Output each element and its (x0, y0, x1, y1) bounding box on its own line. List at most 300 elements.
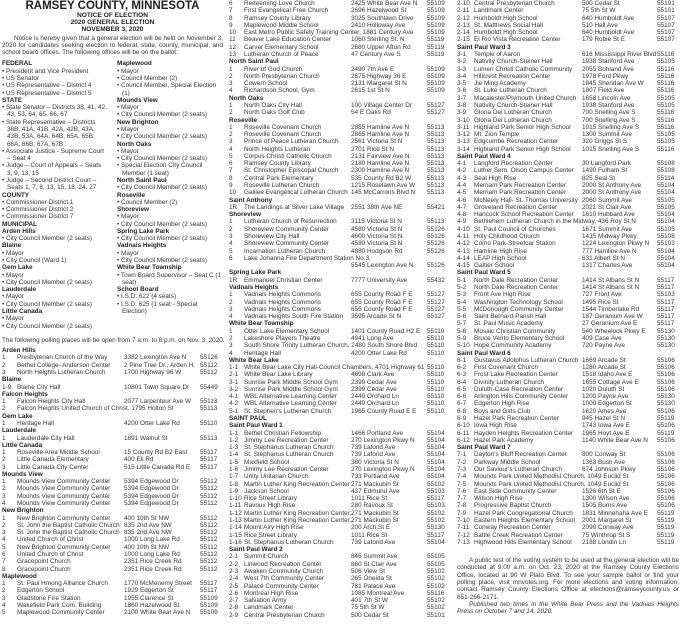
precinct-number: 2 (229, 334, 233, 342)
polling-place-name: River of God Church (244, 65, 303, 73)
precinct-number: 7-6 (457, 487, 467, 495)
polling-place-address: 506 View St (351, 567, 385, 575)
polling-place-row (457, 466, 679, 473)
polling-place-row (229, 7, 453, 14)
polling-place-name: WBL Alternative Learning Center (244, 400, 337, 408)
polling-place-name: St. Paul Council of Churches (474, 225, 556, 233)
polling-place-address: 75 5th St W (351, 604, 385, 612)
zip-code: 55112 (200, 514, 218, 522)
precinct-number: 1-1 (229, 429, 239, 437)
polling-place-address: 3595 Arcade St N (351, 313, 402, 321)
polling-place-row (2, 551, 223, 558)
polling-place-address: 75 5th St W (582, 7, 616, 15)
zip-code: 55113 (427, 218, 445, 226)
polling-place-row (229, 466, 453, 473)
polling-place-address: 409 Case Ave (582, 334, 622, 342)
office-item: • Mayor (2, 250, 108, 257)
polling-place-row (457, 197, 679, 204)
polling-place-name: Iowa High Rise (474, 422, 517, 430)
zip-code: 55106 (657, 502, 675, 510)
zip-code: 55130 (427, 524, 445, 532)
polling-place-name: East Metro Public Safety Training Center, 1881 Century Ave (244, 29, 414, 37)
polling-place-row (457, 408, 679, 415)
office-heading: Little Canada (2, 308, 43, 316)
precinct-number: 4-15 (457, 262, 470, 270)
polling-place-address: 2410 Holloway Ave (351, 21, 406, 29)
precinct-number: 2-3 (229, 567, 239, 575)
polling-place-address: 400 10th St NW (124, 514, 170, 522)
polling-place-name: St. John the Baptist Catholic Church (17, 521, 120, 529)
polling-place-address: 2131 Fairview Ave N (351, 152, 410, 160)
polling-place-address: 1526 6th St E (582, 487, 621, 495)
precinct-number: 1-16 (229, 538, 242, 546)
polling-place-name: Edgerton High Rise (474, 400, 530, 408)
precinct-number: 3 (2, 368, 6, 376)
zip-code: 55104 (427, 538, 445, 546)
polling-place-name: St. Stephen's Lutheran Church (244, 407, 332, 415)
section-heading: Little Canada (2, 441, 43, 449)
office-heading: North Saint Paul (117, 176, 167, 184)
polling-place-row (2, 420, 223, 427)
polling-place-row (229, 524, 453, 531)
polling-place-address: 720 Payne Ave (582, 342, 625, 350)
polling-place-address: 54 E Oaks Rd (351, 109, 391, 117)
polling-place-row (2, 558, 223, 565)
precinct-number: 3-5 (457, 80, 467, 88)
polling-place-address: 1978 Ford Pkwy (582, 72, 629, 80)
polling-place-name: St. Stephanus Lutheran Church (244, 451, 334, 459)
polling-place-name: Beaver Lake Education Center (244, 36, 332, 44)
zip-code: 55105 (427, 560, 445, 568)
polling-place-name: Landmark Center (474, 7, 524, 15)
office-item: • Town Board Supervisor – Seat C (1 seat) (117, 272, 223, 287)
zip-code: 55105 (657, 138, 675, 146)
zip-code: 55106 (657, 458, 675, 466)
polling-place-address: 1544 Timberlake Rd (582, 305, 640, 313)
precinct-number: 2-4 (229, 575, 239, 583)
polling-place-address: 1700 Highway 96 W (124, 368, 182, 376)
polling-place-row (2, 384, 223, 391)
zip-code: 55119 (427, 50, 445, 58)
office-item: • US Representative – District 4 (2, 82, 108, 89)
polling-place-row (457, 117, 679, 124)
polling-place-address: 2 Pine Tree Dr., Arden H. (124, 361, 196, 369)
polling-place-row (229, 583, 453, 590)
polling-place-name: Vadnais Heights Commons (244, 305, 321, 313)
section-heading: Vadnais Heights (229, 283, 279, 291)
zip-code: 55106 (657, 495, 675, 503)
zip-code: 55127 (427, 298, 445, 306)
zip-code: 55101 (427, 611, 445, 619)
office-item: • I.S.D. 625 (1 seat - Special Election) (117, 301, 223, 316)
precinct-number: 7-4 (457, 473, 467, 481)
polling-place-row (229, 167, 453, 174)
zip-code: 55117 (200, 580, 218, 588)
zip-code: 55113 (427, 189, 445, 197)
notice-subtitle: NOTICE OF ELECTION (76, 12, 149, 19)
polling-place-row (229, 299, 453, 306)
zip-code: 55126 (200, 354, 218, 362)
precinct-number: 6 (229, 0, 233, 7)
polling-place-name: Heritage Hall (244, 349, 281, 357)
polling-place-name: Conway Recreation Center (474, 524, 551, 532)
polling-place-address: 1610 Hubbard Ave (582, 211, 635, 219)
polling-place-row (2, 456, 223, 463)
office-heading: COUNTY (2, 191, 29, 199)
precinct-number: 2 (2, 485, 6, 493)
section-heading: Maplewood (2, 572, 37, 580)
polling-place-row (457, 517, 679, 524)
precinct-number: 4-1 (457, 160, 467, 168)
zip-code: 55105 (657, 94, 675, 102)
polling-place-address: 655 County Road F E (351, 298, 413, 306)
section-heading: Shoreview (229, 211, 261, 219)
polling-place-row (457, 364, 679, 371)
precinct-number: 7-12 (457, 531, 470, 539)
polling-place-name: Martin Luther King Recreation Center, (244, 509, 352, 517)
notice-subtitle: 2020 GENERAL ELECTION (70, 19, 155, 27)
polling-place-name: Little Canada Elementary (17, 456, 89, 464)
zip-code: 55113 (427, 138, 445, 146)
zip-code: 55117 (427, 495, 445, 503)
office-item: • Mayor (117, 250, 223, 257)
zip-code: 55127 (427, 291, 445, 299)
zip-code: 55109 (427, 7, 445, 15)
polling-place-row (229, 488, 453, 495)
polling-place-address: 1860 Hazelwood St (124, 601, 180, 609)
precinct-number: 1 (229, 291, 233, 299)
polling-place-row (229, 386, 453, 393)
polling-place-name: North Dale Recreation Center (474, 283, 559, 291)
precinct-number: 2 (229, 109, 233, 117)
zip-code: 55104 (657, 189, 675, 197)
polling-place-address: 271 Mackubin St (351, 480, 399, 488)
polling-place-name: Redeeming Love Church (244, 0, 315, 7)
zip-code: 55107 (657, 36, 675, 44)
polling-place-name: Mounds View Community Center (17, 485, 111, 493)
polling-place-row (229, 342, 453, 349)
zip-code: 55106 (657, 436, 675, 444)
office-item: • Mayor (117, 68, 223, 75)
polling-place-row (229, 153, 453, 160)
polling-place-row (457, 182, 679, 189)
polling-place-name: Maxfield School (244, 458, 290, 466)
polling-place-address: 540 Wheelock Pkwy E (582, 327, 646, 335)
polling-place-name: Edgerton School (17, 587, 65, 595)
polling-place-row (457, 502, 679, 509)
precinct-number: 5 (2, 609, 6, 617)
polling-place-name: Divinity Lutheran Church (474, 378, 544, 386)
polling-place-row (457, 320, 679, 327)
office-item: • City Council (Ward 1) (2, 257, 108, 264)
zip-code: 55119 (657, 524, 675, 532)
zip-code: 55106 (657, 473, 675, 481)
office-item: • State Senator – Districts 38, 41, 42, 43, 53, 64, 65, 66, 67 (2, 104, 108, 119)
polling-place-row (229, 517, 453, 524)
precinct-number: 3-14 (457, 145, 470, 153)
precinct-number: 3-7 (457, 94, 467, 102)
polling-place-name: White Bear Lake Library (244, 371, 313, 379)
polling-place-name: Hazel Park Academy (474, 436, 534, 444)
precinct-number: 9 (229, 21, 233, 29)
office-item: • City Council Member (2 seats) (117, 221, 223, 228)
zip-code: 55113 (200, 398, 218, 406)
section-heading: Saint Paul Ward 3 (457, 43, 511, 51)
zip-code: 55102 (427, 480, 445, 488)
polling-place-row (229, 80, 453, 87)
polling-place-address: 1020 Duluth St (582, 385, 625, 393)
polling-place-name: Galtier School (474, 262, 515, 270)
precinct-number: 6-12 (457, 436, 470, 444)
precinct-number: 2 (2, 456, 6, 464)
polling-place-name: Lauderdale City Hall (17, 434, 75, 442)
polling-place-row (457, 335, 679, 342)
precinct-number: 3 (229, 305, 233, 313)
polling-place-row (2, 544, 223, 551)
polling-place-name: Incarnation Lutheran Church (244, 247, 326, 255)
polling-place-address: 2865 Hamline Ave N (351, 123, 410, 131)
section-heading: Lauderdale (2, 427, 37, 435)
polling-place-name: Lumen Christi Catholic Community (474, 65, 573, 73)
polling-place-row (457, 146, 679, 153)
precinct-number: 2-7 (229, 597, 239, 605)
polling-place-address: 2090 Conway Ave (582, 524, 634, 532)
polling-place-row (229, 393, 453, 400)
office-item: • Judge – Court of Appeals – Seats 3, 9, 13, 15 (2, 162, 108, 177)
zip-code: 55116 (657, 109, 675, 117)
polling-place-row (229, 590, 453, 597)
polling-place-row (457, 357, 679, 364)
zip-code: 55119 (657, 429, 675, 437)
section-heading: Falcon Heights (2, 390, 48, 398)
polling-place-name: Saint Bernard-Parish Hall (474, 313, 547, 321)
polling-place-address: 2131 Margaret St N (351, 80, 407, 88)
polling-place-row (457, 102, 679, 109)
polling-place-row (457, 451, 679, 458)
office-heading: Gem Lake (2, 264, 33, 272)
zip-code: 55105 (657, 225, 675, 233)
polling-place-row (457, 284, 679, 291)
polling-place-name: Vadnais Heights South Fire Station (244, 313, 343, 321)
polling-place-address: 2060 Summit Ave (582, 196, 632, 204)
section-heading: New Brighton (2, 507, 44, 515)
polling-place-address: 2000 St Anthony Ave (582, 189, 642, 197)
polling-place-name: St. Matthews Social Hall (474, 21, 543, 29)
precinct-number: 11 (229, 36, 236, 44)
section-heading: Saint Paul Ward 4 (457, 152, 511, 160)
precinct-number: 1-8 (229, 480, 239, 488)
zip-code: 55117 (657, 313, 675, 321)
polling-place-row (457, 328, 679, 335)
precinct-number: 3-3 (457, 65, 467, 73)
polling-place-address: 437 Edmund Ave (351, 487, 400, 495)
polling-place-name: Sunrise Park Middle School Gym (244, 378, 338, 386)
zip-code: 55104 (427, 458, 445, 466)
polling-place-address: 3025 Southlawn Drive (351, 14, 414, 22)
office-item: • Council Member (2) (117, 75, 223, 82)
polling-place-row (457, 15, 679, 22)
polling-place-address: 2351 Rice Creek Rd (124, 565, 182, 573)
polling-place-name: United Church of Christ (17, 536, 84, 544)
polling-place-address: 4698 Clark Ave (351, 371, 395, 379)
polling-places (2, 347, 223, 616)
polling-place-name: Ramsey County Library (244, 160, 311, 168)
zip-code: 55103 (657, 240, 675, 248)
zip-code: 55106 (657, 451, 675, 459)
zip-code: 55116 (657, 123, 675, 131)
section-heading: Saint Paul Ward 2 (229, 546, 283, 554)
office-item: • US Representative – District 5 (2, 90, 108, 97)
polling-place-name: Hazel Park Congregational Church (474, 509, 573, 517)
precinct-number: 5-1 (229, 407, 239, 415)
office-item: • Associate Justice - Supreme Court – Seat 4 (2, 148, 108, 163)
polling-place-name: St. Paul Music Academy (474, 320, 543, 328)
polling-place-name: Gladstone Fire Station (17, 594, 81, 602)
zip-code: 55110 (200, 419, 218, 427)
polling-place-row (2, 609, 223, 616)
polling-place-row (229, 51, 453, 58)
polling-place-name: Langford Recreation Center (474, 160, 553, 168)
polling-place-row (457, 277, 679, 284)
polling-place-name: Richardson School, Gym (244, 87, 315, 95)
precinct-number: 4 (229, 349, 233, 357)
polling-place-name: Eastern Heights Elementary School (474, 516, 575, 524)
precinct-number: 2-2 (229, 560, 239, 568)
polling-place-address: 10801 Town Square Dr (124, 383, 190, 391)
precinct-number: 5-9 (457, 334, 467, 342)
zip-code: 55112 (200, 558, 218, 566)
polling-place-name: South Shore Trinity Lutheran Church, 2480 South Shore Blvd (244, 342, 418, 350)
precinct-number: 4-8 (457, 211, 467, 219)
precinct-number: 1-2 (229, 436, 239, 444)
precinct-number: 4 (2, 601, 6, 609)
polling-place-row (229, 29, 453, 36)
polling-place-address: 1495 Rice St (582, 298, 619, 306)
precinct-number: 13 (229, 50, 237, 58)
zip-code: 55108 (657, 233, 675, 240)
zip-code: 55117 (200, 587, 218, 595)
polling-place-row (457, 167, 679, 174)
zip-code: 55102 (427, 567, 445, 575)
polling-place-name: First Covenant Church (474, 364, 538, 372)
polling-place-name: Roseville Covenant Church (244, 131, 322, 139)
precinct-number: 12 (229, 43, 237, 51)
polling-place-row (457, 58, 679, 65)
precinct-number: 7 (229, 167, 233, 175)
polling-place-name: Carver Elementary School (244, 43, 319, 51)
precinct-number: 1 (2, 354, 6, 362)
polling-place-name: Bethlehem Lutheran Church in the Midway, 436 Roy St N (474, 218, 636, 226)
column-3 (457, 0, 679, 615)
office-item: • City Council Member (2 seats) (2, 301, 108, 308)
precinct-number: 4-4 (457, 182, 467, 190)
office-item: • Commissioner District 1 (2, 199, 108, 206)
polling-place-name: Bruce Vento Elementary School (474, 334, 565, 342)
polling-place-name: St. Luke Lutheran Church (474, 87, 547, 95)
office-item: • Council Member, Special Election (1) (117, 82, 223, 97)
polling-place-row (229, 109, 453, 116)
precinct-number: 6 (229, 254, 233, 262)
zip-code: 55104 (657, 262, 675, 270)
polling-place-address: 2701 Rice St N (351, 145, 394, 153)
polling-place-row (457, 400, 679, 407)
zip-code: 55119 (657, 509, 675, 517)
polling-place-address: 640 Humboldt Ave (582, 29, 635, 37)
polling-place-row (229, 379, 453, 386)
precinct-number: 2-11 (457, 7, 470, 15)
polling-place-row (229, 597, 453, 604)
precinct-number: 7-3 (457, 466, 467, 473)
polling-place-address: 640 Humboldt Ave (582, 14, 635, 22)
polling-place-address: 280 Ravoux St (351, 502, 393, 510)
zip-code: 55106 (657, 480, 675, 488)
polling-place-address: 2077 Larpenteur Ave W (124, 398, 192, 406)
notice-subtitle: NOVEMBER 3, 2020 (81, 26, 144, 34)
polling-place-address: 2865 Hamline Ave N (351, 131, 410, 139)
polling-place-address: 3382 Lexington Ave N (124, 354, 187, 362)
zip-code: 55112 (200, 485, 218, 493)
precinct-number: 2 (2, 405, 6, 413)
polling-place-address: 270 Lexington Pkwy N (351, 436, 415, 444)
polling-place-name: St. Christopher Episcopal Church (244, 167, 339, 175)
zip-code: 55113 (427, 174, 445, 182)
precinct-number: 7-2 (457, 458, 467, 466)
polling-place-row (229, 437, 453, 444)
zip-code: 55117 (657, 276, 675, 284)
zip-code: 55130 (657, 400, 675, 408)
polling-place-address: 1363 Bush Ave (582, 458, 625, 466)
polling-place-address: 2551 38th Ave NE (351, 203, 403, 211)
polling-place-name: North Heights Lutheran Church (17, 368, 106, 376)
precinct-number: 7-10 (457, 516, 470, 524)
polling-place-name: Front Ave High Rise (474, 291, 531, 299)
precinct-number: 7-8 (457, 502, 467, 510)
polling-place-address: 1965 Hoyt Ave E (582, 429, 630, 437)
polling-place-row (457, 51, 679, 58)
polling-place-address: 739 Lafond Ave (351, 538, 396, 546)
polling-place-name: Shoreview City Hall (244, 233, 300, 240)
polling-place-name: Rice Street Library (244, 495, 297, 503)
polling-place-name: St. Stephanus Lutheran Church (244, 444, 334, 452)
zip-code: 55112 (200, 478, 218, 486)
polling-place-row (457, 291, 679, 298)
polling-place-name: North Oaks Golf Club (244, 109, 305, 117)
polling-place-address: 15 County Rd B2 East (124, 449, 188, 457)
polling-place-address: 1845 Sheridan Ave W (582, 80, 644, 88)
office-item: • US Senator (2, 75, 108, 82)
precinct-number: 6-4 (457, 378, 467, 386)
zip-code (427, 255, 453, 262)
zip-code: 55113 (200, 405, 218, 413)
zip-code: 55112 (200, 543, 218, 551)
zip-code: 55113 (427, 123, 445, 131)
polling-place-name: Mount Airy High Rise (244, 524, 304, 532)
polling-place-address: 1490 Fulham St (582, 167, 628, 175)
polling-place-row (229, 124, 453, 131)
polling-place-name: First Evangelical Free Church (244, 7, 329, 15)
zip-code: 55113 (427, 182, 445, 190)
office-item: • City Council Member (2 seats) (117, 257, 223, 264)
polling-place-name: Roseville Area Middle School (17, 449, 100, 457)
precinct-number: 1-6 (229, 466, 239, 473)
polling-place-row (229, 575, 453, 582)
polling-place-address: 655 County Road F E (351, 305, 413, 313)
precinct-number: 2-13 (457, 21, 470, 29)
polling-place-name: Gloria Dei Lutheran Church (474, 109, 552, 117)
section-heading: Saint Paul Ward 7 (457, 444, 511, 452)
zip-code: 55106 (657, 407, 675, 415)
polling-place-name: Linwood Recreation Center (244, 560, 322, 568)
